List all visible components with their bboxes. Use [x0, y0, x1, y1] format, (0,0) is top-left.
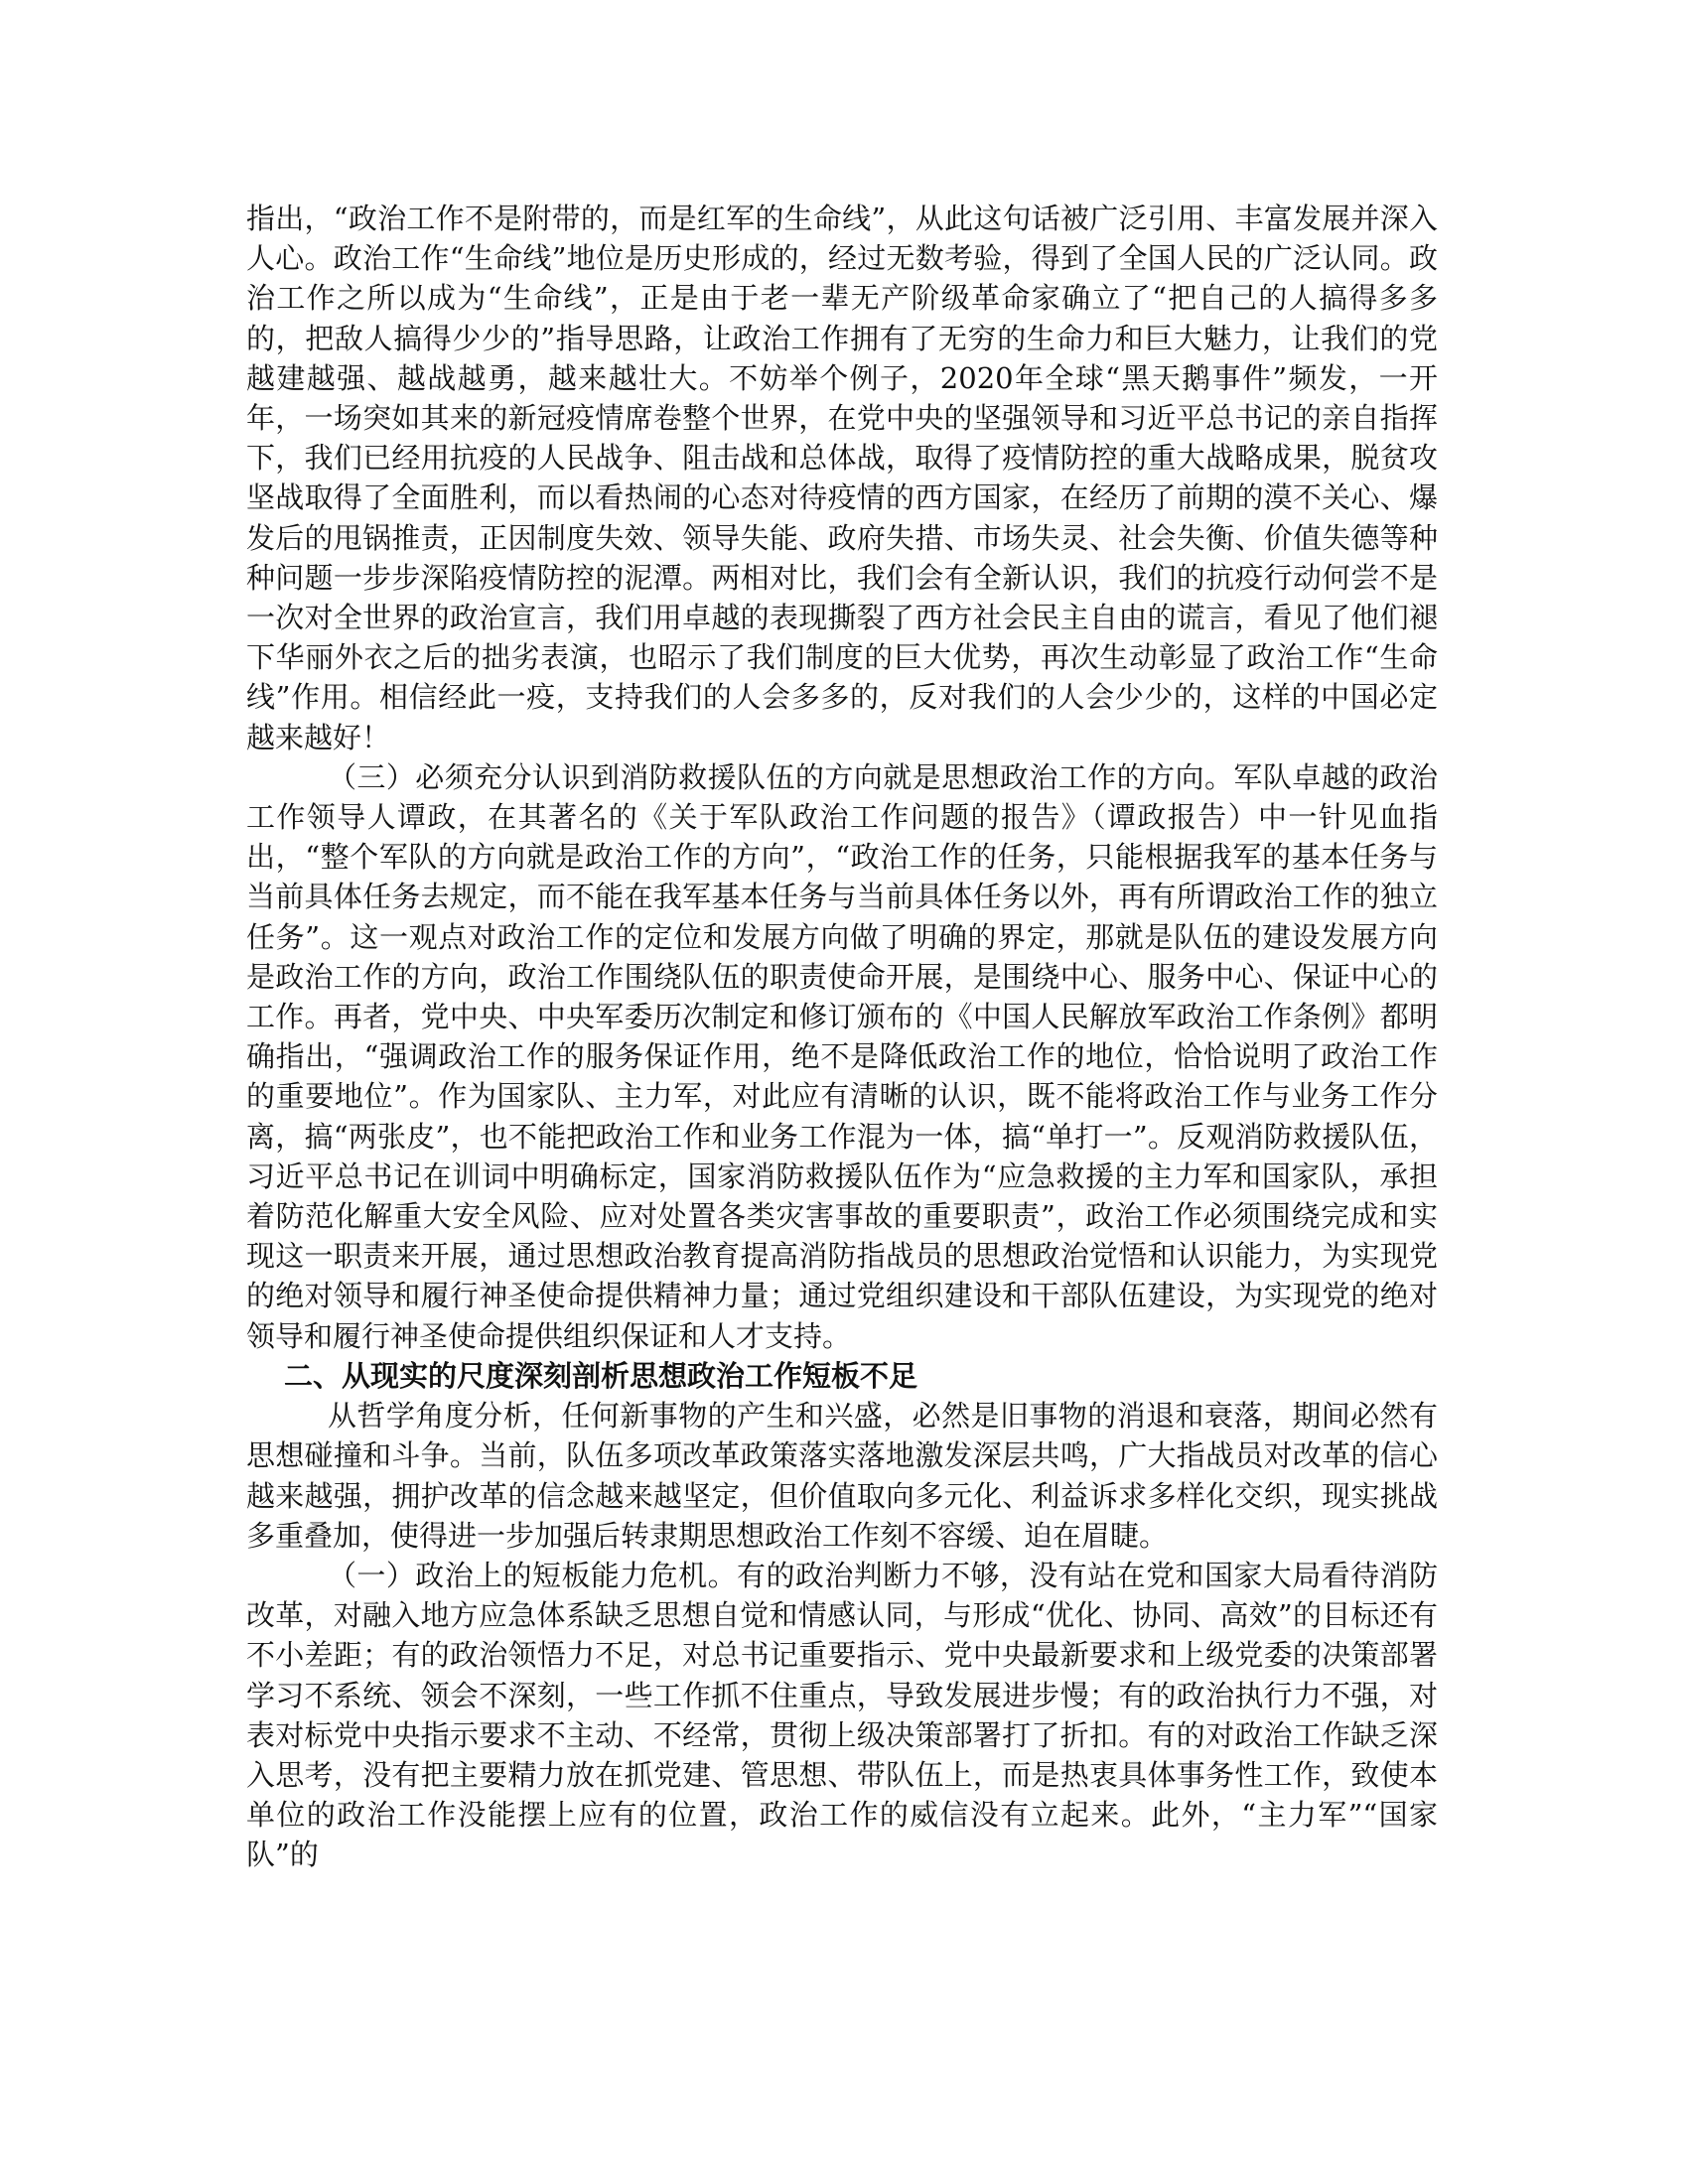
section-heading-2: 二、从现实的尺度深刻剖析思想政治工作短板不足: [284, 1358, 918, 1393]
paragraph-political-shortcoming: （一）政治上的短板能力危机。有的政治判断力不够，没有站在党和国家大局看待消防改革，对融入地方应急体系缺乏思想自觉和情感认同，与形成“优化、协同、高效”的目标还有不小差距；有的政治领悟力不足，对总书记重要指示、党中央最新要求和上级党委的决策部署学习不系统、领会不深刻，一些工作抓不住重点，导致发展进步慢；有的政治执行力不强，对表对标党中央指示要求不主动、不经常，贯彻上级决策部署打了折扣。有的对政治工作缺乏深入思考，没有把主要精力放在抓党建、管思想、带队伍上，而是热衷具体事务性工作，致使本单位的政治工作没能摆上应有的位置，政治工作的威信没有立起来。此外，“主力军”“国家队”的: [246, 1558, 1438, 1872]
paragraph-lifeline-continuation: 指出，“政治工作不是附带的，而是红军的生命线”，从此这句话被广泛引用、丰富发展并深入人心。政治工作“生命线”地位是历史形成的，经过无数考验，得到了全国人民的广泛认同。政治工作之所以成为“生命线”，正是由于老一辈无产阶级革命家确立了“把自己的人搞得多多的，把敌人搞得少少的”指导思路，让政治工作拥有了无穷的生命力和巨大魅力，让我们的党越建越强、越战越勇，越来越壮大。不妨举个例子，2020年全球“黑天鹅事件”频发，一开年，一场突如其来的新冠疫情席卷整个世界，在党中央的坚强领导和习近平总书记的亲自指挥下，我们已经用抗疫的人民战争、阻击战和总体战，取得了疫情防控的重大战略成果，脱贫攻坚战取得了全面胜利，而以看热闹的心态对待疫情的西方国家，在经历了前期的漠不关心、爆发后的甩锅推责，正因制度失效、领导失能、政府失措、市场失灵、社会失衡、价值失德等种种问题一步步深陷疫情防控的泥潭。两相对比，我们会有全新认识，我们的抗疫行动何尝不是一次对全世界的政治宣言，我们用卓越的表现撕裂了西方社会民主自由的谎言，看见了他们褪下华丽外衣之后的拙劣表演，也昭示了我们制度的巨大优势，再次生动彰显了政治工作“生命线”作用。相信经此一疫，支持我们的人会多多的，反对我们的人会少少的，这样的中国必定越来越好！: [246, 202, 1438, 754]
paragraph-philosophy: 从哲学角度分析，任何新事物的产生和兴盛，必然是旧事物的消退和衰落，期间必然有思想碰撞和斗争。当前，队伍多项改革政策落实落地激发深层共鸣，广大指战员对改革的信心越来越强，拥护改革的信念越来越坚定，但价值取向多元化、利益诉求多样化交织，现实挑战多重叠加，使得进一步加强后转隶期思想政治工作刻不容缓、迫在眉睫。: [246, 1399, 1438, 1553]
paragraph-direction: （三）必须充分认识到消防救援队伍的方向就是思想政治工作的方向。军队卓越的政治工作领导人谭政，在其著名的《关于军队政治工作问题的报告》（谭政报告）中一针见血指出，“整个军队的方向就是政治工作的方向”，“政治工作的任务，只能根据我军的基本任务与当前具体任务去规定，而不能在我军基本任务与当前具体任务以外，再有所谓政治工作的独立任务”。这一观点对政治工作的定位和发展方向做了明确的界定，那就是队伍的建设发展方向是政治工作的方向，政治工作围绕队伍的职责使命开展，是围绕中心、服务中心、保证中心的工作。再者，党中央、中央军委历次制定和修订颁布的《中国人民解放军政治工作条例》都明确指出，“强调政治工作的服务保证作用，绝不是降低政治工作的地位，恰恰说明了政治工作的重要地位”。作为国家队、主力军，对此应有清晰的认识，既不能将政治工作与业务工作分离，搞“两张皮”，也不能把政治工作和业务工作混为一体，搞“单打一”。反观消防救援队伍，习近平总书记在训词中明确标定，国家消防救援队伍作为“应急救援的主力军和国家队，承担着防范化解重大安全风险、应对处置各类灾害事故的重要职责”，政治工作必须围绕完成和实现这一职责来开展，通过思想政治教育提高消防指战员的思想政治觉悟和认识能力，为实现党的绝对领导和履行神圣使命提供精神力量；通过党组织建设和干部队伍建设，为实现党的绝对领导和履行神圣使命提供组织保证和人才支持。: [246, 759, 1438, 1353]
document-body: [246, 199, 1438, 1875]
